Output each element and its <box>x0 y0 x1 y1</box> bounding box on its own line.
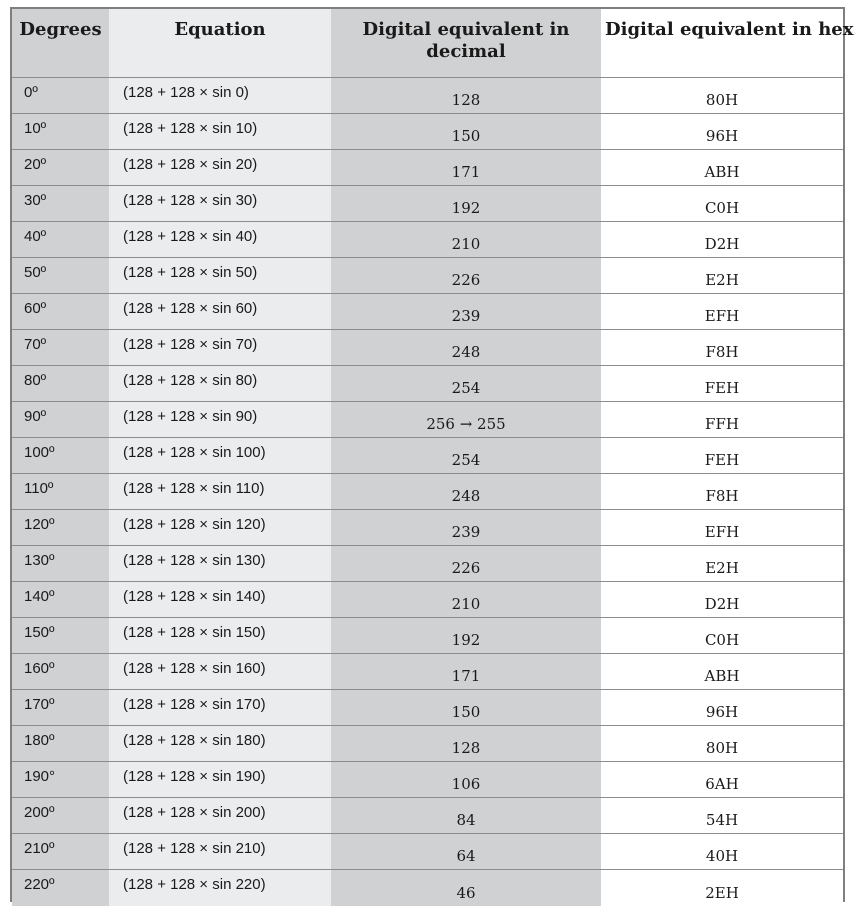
cell-equation: (128 + 128 × sin 130) <box>109 546 331 582</box>
table-row <box>12 582 843 618</box>
cell-degrees: 20º <box>12 150 109 186</box>
cell-decimal: 226 <box>331 258 601 294</box>
cell-equation: (128 + 128 × sin 200) <box>109 798 331 834</box>
cell-decimal: 248 <box>331 330 601 366</box>
cell-decimal: 150 <box>331 114 601 150</box>
cell-degrees: 70º <box>12 330 109 366</box>
table-row <box>12 654 843 690</box>
table-row <box>12 186 843 222</box>
cell-degrees: 220º <box>12 870 109 906</box>
table-row <box>12 798 843 834</box>
cell-hex: 54H <box>601 798 843 834</box>
cell-equation: (128 + 128 × sin 50) <box>109 258 331 294</box>
cell-degrees: 10º <box>12 114 109 150</box>
cell-decimal: 106 <box>331 762 601 798</box>
cell-hex: 40H <box>601 834 843 870</box>
cell-decimal: 192 <box>331 186 601 222</box>
cell-decimal: 128 <box>331 78 601 114</box>
table-row <box>12 834 843 870</box>
cell-equation: (128 + 128 × sin 150) <box>109 618 331 654</box>
cell-hex: FFH <box>601 402 843 438</box>
cell-hex: 80H <box>601 726 843 762</box>
cell-decimal: 248 <box>331 474 601 510</box>
cell-equation: (128 + 128 × sin 10) <box>109 114 331 150</box>
cell-decimal: 192 <box>331 618 601 654</box>
cell-degrees: 50º <box>12 258 109 294</box>
cell-decimal: 46 <box>331 870 601 906</box>
cell-hex: E2H <box>601 258 843 294</box>
cell-degrees: 150º <box>12 618 109 654</box>
cell-degrees: 100º <box>12 438 109 474</box>
table-row <box>12 114 843 150</box>
cell-hex: 80H <box>601 78 843 114</box>
table-row <box>12 438 843 474</box>
cell-equation: (128 + 128 × sin 180) <box>109 726 331 762</box>
cell-decimal: 150 <box>331 690 601 726</box>
cell-decimal: 171 <box>331 654 601 690</box>
cell-equation: (128 + 128 × sin 30) <box>109 186 331 222</box>
cell-equation: (128 + 128 × sin 60) <box>109 294 331 330</box>
cell-equation: (128 + 128 × sin 210) <box>109 834 331 870</box>
table-header <box>12 9 854 78</box>
table-row <box>12 150 843 186</box>
table-row <box>12 222 843 258</box>
cell-equation: (128 + 128 × sin 90) <box>109 402 331 438</box>
cell-degrees: 60º <box>12 294 109 330</box>
cell-decimal: 226 <box>331 546 601 582</box>
cell-decimal: 239 <box>331 294 601 330</box>
header-degrees: Degrees <box>12 9 109 78</box>
cell-hex: F8H <box>601 474 843 510</box>
cell-hex: FEH <box>601 438 843 474</box>
cell-decimal: 254 <box>331 438 601 474</box>
sine-lookup-table <box>12 9 854 906</box>
table-row <box>12 330 843 366</box>
cell-hex: E2H <box>601 546 843 582</box>
cell-equation: (128 + 128 × sin 140) <box>109 582 331 618</box>
table-row <box>12 474 843 510</box>
cell-hex: 6AH <box>601 762 843 798</box>
cell-hex: 96H <box>601 114 843 150</box>
cell-hex: D2H <box>601 222 843 258</box>
cell-equation: (128 + 128 × sin 170) <box>109 690 331 726</box>
cell-hex: F8H <box>601 330 843 366</box>
cell-degrees: 120º <box>12 510 109 546</box>
cell-hex: D2H <box>601 582 843 618</box>
cell-hex: C0H <box>601 618 843 654</box>
cell-decimal: 171 <box>331 150 601 186</box>
cell-equation: (128 + 128 × sin 190) <box>109 762 331 798</box>
cell-hex: EFH <box>601 510 843 546</box>
cell-degrees: 110º <box>12 474 109 510</box>
cell-degrees: 200º <box>12 798 109 834</box>
cell-hex: C0H <box>601 186 843 222</box>
table-row <box>12 294 843 330</box>
header-hex: Digital equivalent in hex <box>601 9 843 78</box>
cell-decimal: 239 <box>331 510 601 546</box>
cell-hex: 2EH <box>601 870 843 906</box>
table-row <box>12 546 843 582</box>
cell-hex: 96H <box>601 690 843 726</box>
table-body <box>12 78 843 906</box>
cell-equation: (128 + 128 × sin 70) <box>109 330 331 366</box>
table-row <box>12 618 843 654</box>
cell-degrees: 190° <box>12 762 109 798</box>
cell-decimal: 210 <box>331 582 601 618</box>
cell-equation: (128 + 128 × sin 220) <box>109 870 331 906</box>
cell-degrees: 30º <box>12 186 109 222</box>
cell-degrees: 90º <box>12 402 109 438</box>
table-row <box>12 726 843 762</box>
cell-decimal: 254 <box>331 366 601 402</box>
table-row <box>12 258 843 294</box>
cell-equation: (128 + 128 × sin 80) <box>109 366 331 402</box>
table-row <box>12 78 843 114</box>
cell-equation: (128 + 128 × sin 40) <box>109 222 331 258</box>
cell-decimal: 256 → 255 <box>331 402 601 438</box>
cell-degrees: 170º <box>12 690 109 726</box>
table-row <box>12 762 843 798</box>
cell-degrees: 140º <box>12 582 109 618</box>
header-decimal: Digital equivalent in decimal <box>331 9 601 78</box>
cell-degrees: 40º <box>12 222 109 258</box>
table-row <box>12 510 843 546</box>
cell-decimal: 210 <box>331 222 601 258</box>
header-row <box>12 9 843 78</box>
sine-lookup-table-container <box>10 7 854 902</box>
cell-equation: (128 + 128 × sin 0) <box>109 78 331 114</box>
table-row <box>12 366 843 402</box>
table-row <box>12 402 843 438</box>
cell-equation: (128 + 128 × sin 120) <box>109 510 331 546</box>
cell-hex: FEH <box>601 366 843 402</box>
cell-hex: EFH <box>601 294 843 330</box>
cell-decimal: 128 <box>331 726 601 762</box>
cell-equation: (128 + 128 × sin 100) <box>109 438 331 474</box>
table-row <box>12 690 843 726</box>
cell-degrees: 160º <box>12 654 109 690</box>
cell-degrees: 0º <box>12 78 109 114</box>
header-equation: Equation <box>109 9 331 78</box>
cell-hex: ABH <box>601 654 843 690</box>
cell-degrees: 80º <box>12 366 109 402</box>
cell-equation: (128 + 128 × sin 110) <box>109 474 331 510</box>
table-row <box>12 870 843 906</box>
cell-hex: ABH <box>601 150 843 186</box>
cell-degrees: 210º <box>12 834 109 870</box>
cell-equation: (128 + 128 × sin 20) <box>109 150 331 186</box>
cell-degrees: 180º <box>12 726 109 762</box>
cell-decimal: 84 <box>331 798 601 834</box>
cell-degrees: 130º <box>12 546 109 582</box>
cell-decimal: 64 <box>331 834 601 870</box>
cell-equation: (128 + 128 × sin 160) <box>109 654 331 690</box>
